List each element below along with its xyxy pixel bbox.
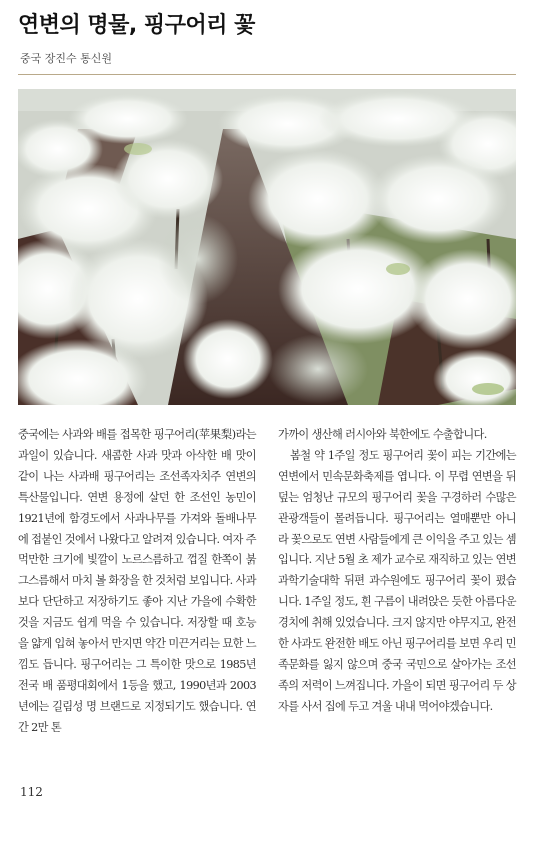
byline: 중국 장진수 통신원 (20, 52, 113, 65)
orchard-photo (18, 89, 516, 405)
page-number: 112 (20, 785, 43, 799)
body-paragraph: 봄철 약 1주일 정도 핑구어리 꽃이 피는 기간에는 연변에서 민속문화축제를 엽니다. 이 무렵 연변을 뒤덮는 엄청난 규모의 핑구어리 꽃을 구경하러 수많은 관광객들이 몰려듭니다. 핑구어리는 열매뿐만 아니라 꽃으로도 연변 사람들에게 큰 이익을 주고 있는 셈입니다. 지난 5월 초 제가 교수로 재직하고 있는 연변과학기술대학 뒤편 과수원에도 핑구어리 꽃이 폈습니다. 1주일 정도, 흰 구름이 내려앉은 듯한 아름다운 경치에 취해 있었습니다. 크지 않지만 야무지고, 완전한 사과도 완전한 배도 아닌 핑구어리를 보면 우리 민족문화를 잃지 않으며 중국 국민으로 살아가는 조선족의 저력이 느껴집니다. 가을이 되면 핑구어리 두 상자를 사서 집에 두고 겨울 내내 먹어야겠습니다. (278, 448, 517, 713)
article-column-right (278, 425, 516, 718)
body-paragraph: 가까이 생산해 러시아와 북한에도 수출합니다. (278, 428, 487, 441)
article-title: 연변의 명물, 핑구어리 꽃 (18, 13, 255, 38)
body-paragraph: 중국에는 사과와 배를 접목한 핑구어리(苹果梨)라는 과일이 있습니다. 새콤한 사과 맛과 아삭한 배 맛이 같이 나는 사과배 핑구어리는 조선족자치주 연변의 특산물입니다. 연변 용정에 살던 한 조선인 농민이 1921년에 함경도에서 사과나무를 가져와 돌배나무에 접붙인 것에서 나왔다고 알려져 있습니다. 여자 주먹만한 크기에 빛깔이 노르스름하고 껍질 한쪽이 붉그스름해서 마치 볼 화장을 한 것처럼 보입니다. 사과보다 단단하고 저장하기도 좋아 지난 가을에 수확한 것을 지금도 쉽게 먹을 수 있습니다. 저장할 때 호능을 얇게 입혀 놓아서 만지면 약간 미끈거리는 묘한 느낌도 듭니다. 핑구어리는 그 특이한 맛으로 1985년 전국 배 품평대회에서 1등을 했고, 1990년과 2003년에는 길림성 명 브랜드로 지정되기도 했습니다. 연간 2만 톤 (18, 428, 257, 734)
article-column-left (18, 425, 256, 739)
header-divider (18, 74, 516, 75)
